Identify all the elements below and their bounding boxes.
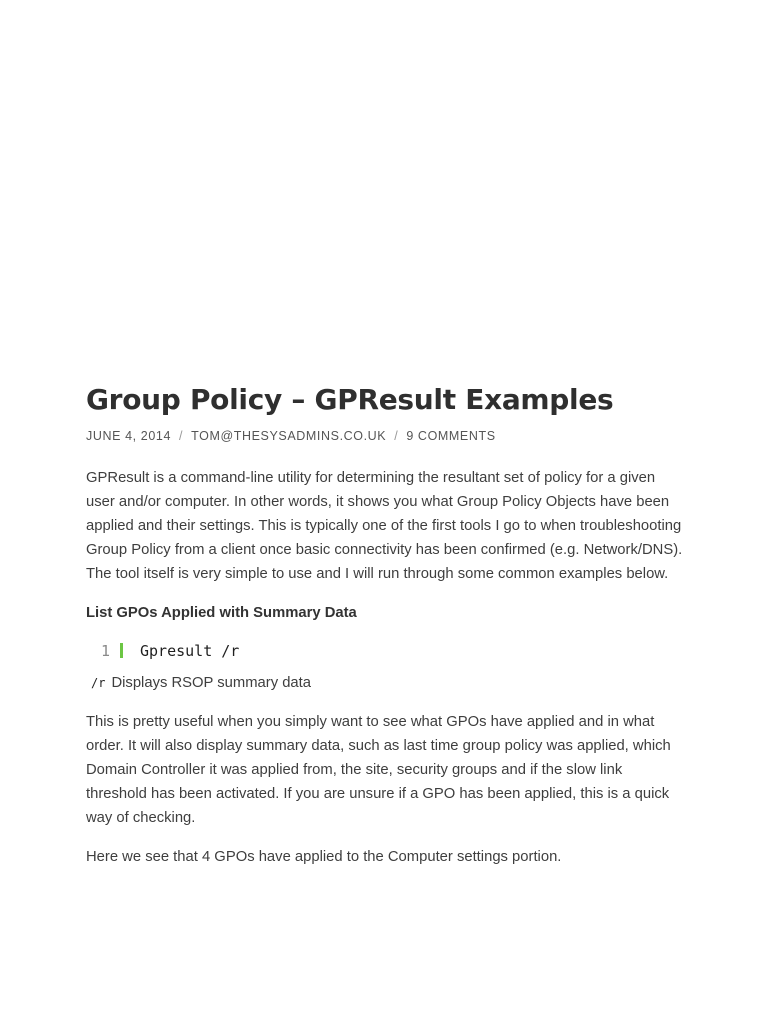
code-gutter-bar	[120, 643, 123, 658]
code-block	[86, 640, 686, 668]
paragraph-computer-settings: Here we see that 4 GPOs have applied to the Computer settings portion.	[86, 849, 562, 865]
post-title: Group Policy – GPResult Examples	[86, 383, 614, 416]
paragraph-usage: This is pretty useful when you simply want to see what GPOs have applied and in what order. It will also display summary data, such as last time group policy was applied, which Domain Controller it was applied from, the site, security groups and if the slow link threshold has been activated. If you are unsure if a GPO has been applied, this is a quick way of checking.	[86, 714, 671, 826]
post-author-link[interactable]: TOM@THESYSADMINS.CO.UK	[191, 429, 387, 443]
section-heading: List GPOs Applied with Summary Data	[86, 605, 357, 621]
meta-separator: /	[179, 429, 184, 443]
code-command: Gpresult /r	[140, 642, 240, 660]
post-meta	[86, 428, 686, 444]
intro-paragraph: GPResult is a command-line utility for determining the resultant set of policy for a given user and/or computer. In other words, it shows you what Group Policy Objects have been applied and their settings. This is typically one of the first tools I go to when troubleshooting Group Policy from a client once basic connectivity has been confirmed (e.g. Network/DNS). The tool itself is very simple to use and I will run through some common examples below.	[86, 470, 683, 582]
code-line-number: 1	[101, 642, 111, 660]
post-comments-link[interactable]: 9 COMMENTS	[406, 429, 496, 443]
option-description: Displays RSOP summary data	[111, 675, 312, 691]
post-date-link[interactable]: JUNE 4, 2014	[86, 429, 172, 443]
meta-separator: /	[394, 429, 399, 443]
post-body	[86, 466, 686, 869]
blog-post	[86, 378, 686, 869]
option-flag: /r	[91, 676, 106, 690]
option-description-row	[86, 671, 686, 695]
